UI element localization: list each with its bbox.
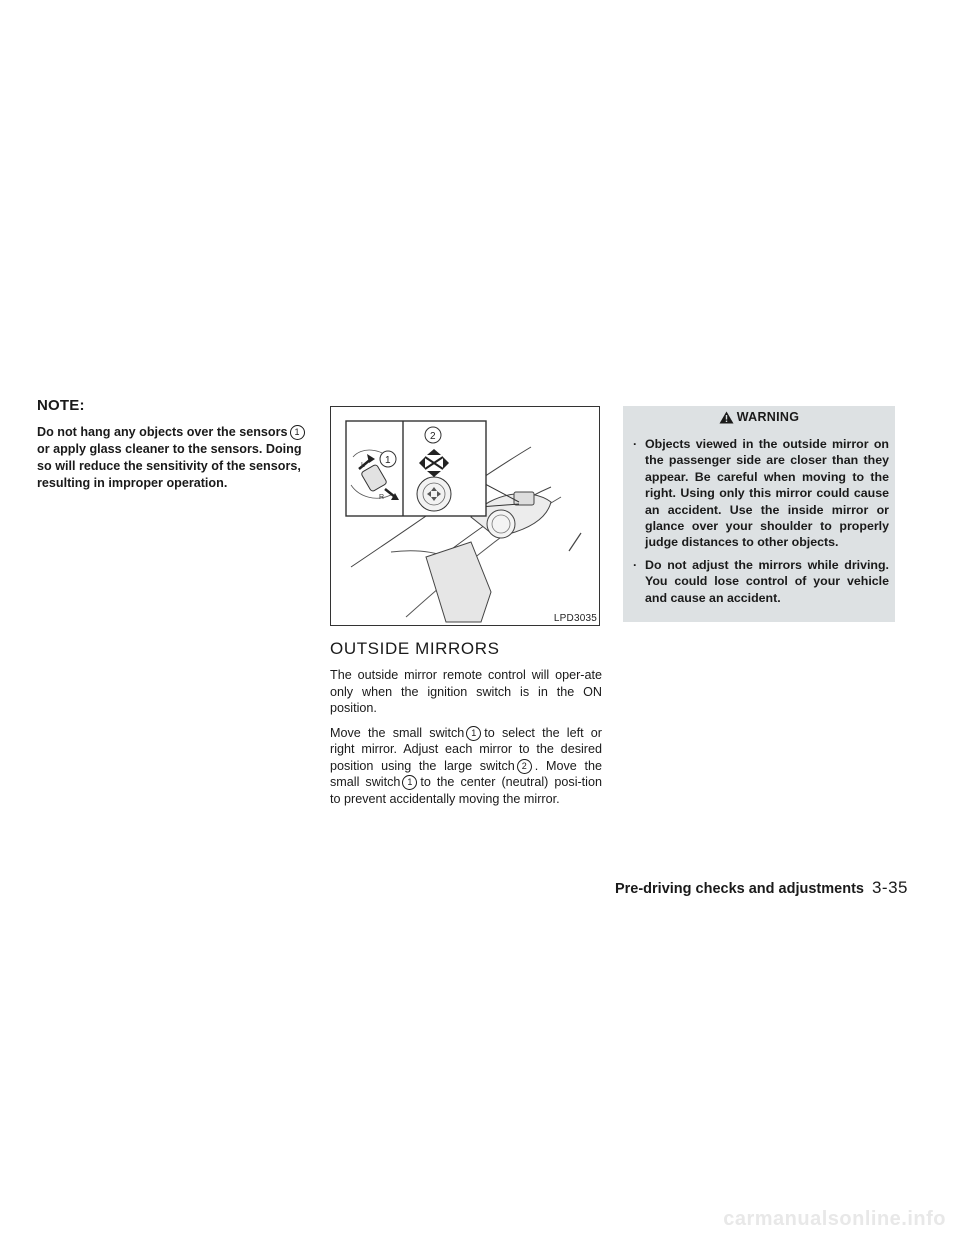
outside-mirrors-column xyxy=(330,406,602,815)
paragraph-1: The outside mirror remote control will oper-ate only when the ignition switch is in the ON position. xyxy=(330,668,602,715)
mirror-switch-drawing xyxy=(331,407,601,627)
footer-section-title: Pre-driving checks and adjustments xyxy=(614,881,864,897)
callout-2-figure: 2 xyxy=(430,431,436,442)
switch-mark-left: L xyxy=(361,462,365,469)
note-text xyxy=(37,424,309,492)
mirror-switch-illustration xyxy=(330,406,600,626)
callout-1-marker: 1 xyxy=(402,775,417,790)
warning-triangle-icon xyxy=(719,411,734,424)
para2-part3: . Move the small switch xyxy=(330,758,602,789)
note-text-part2: or apply glass cleaner to the sensors. Doing so will reduce the sensitivity of the sensors, resulting in improper operation. xyxy=(37,442,302,490)
warning-item-text: Do not adjust the mirrors while driving. You could lose control of your vehicle and cause an accident. xyxy=(645,557,889,605)
para2-part1: Move the small switch xyxy=(330,725,465,740)
warning-item xyxy=(629,436,889,551)
warning-item-text: Objects viewed in the outside mirror on the passenger side are closer than they appear. Be careful when moving to the right. Using only this mirror could cause an accident. Use the inside mirror or glance over your shoulder to properly judge distances to other objects. xyxy=(645,437,889,550)
paragraph-2 xyxy=(330,725,602,808)
callout-1-marker: 1 xyxy=(290,425,305,440)
para2-part2: to select the left or right mirror. Adjust each mirror to the desired position using the large switch xyxy=(330,725,602,773)
bullet: · xyxy=(633,437,638,451)
callout-1-figure: 1 xyxy=(385,455,391,466)
section-title: OUTSIDE MIRRORS xyxy=(330,639,500,658)
callout-1-marker: 1 xyxy=(466,726,481,741)
callout-2-marker: 2 xyxy=(517,759,532,774)
para2-part4: to the center (neutral) posi-tion to prevent accidentally moving the mirror. xyxy=(330,775,602,806)
warning-header xyxy=(623,406,895,428)
warning-title: WARNING xyxy=(736,410,800,424)
page-number: 3-35 xyxy=(871,878,908,897)
bullet: · xyxy=(633,557,638,572)
switch-mark-right: R xyxy=(379,494,385,501)
warning-item xyxy=(629,557,889,606)
page-footer xyxy=(615,878,908,898)
watermark: carmanualsonline.info xyxy=(723,1208,946,1230)
warning-body xyxy=(623,428,895,606)
note-heading: NOTE: xyxy=(37,397,85,414)
note-block xyxy=(37,397,309,492)
warning-box xyxy=(623,406,895,622)
note-text-part1: Do not hang any objects over the sensors xyxy=(37,425,288,439)
figure-code: LPD3035 xyxy=(553,613,597,624)
